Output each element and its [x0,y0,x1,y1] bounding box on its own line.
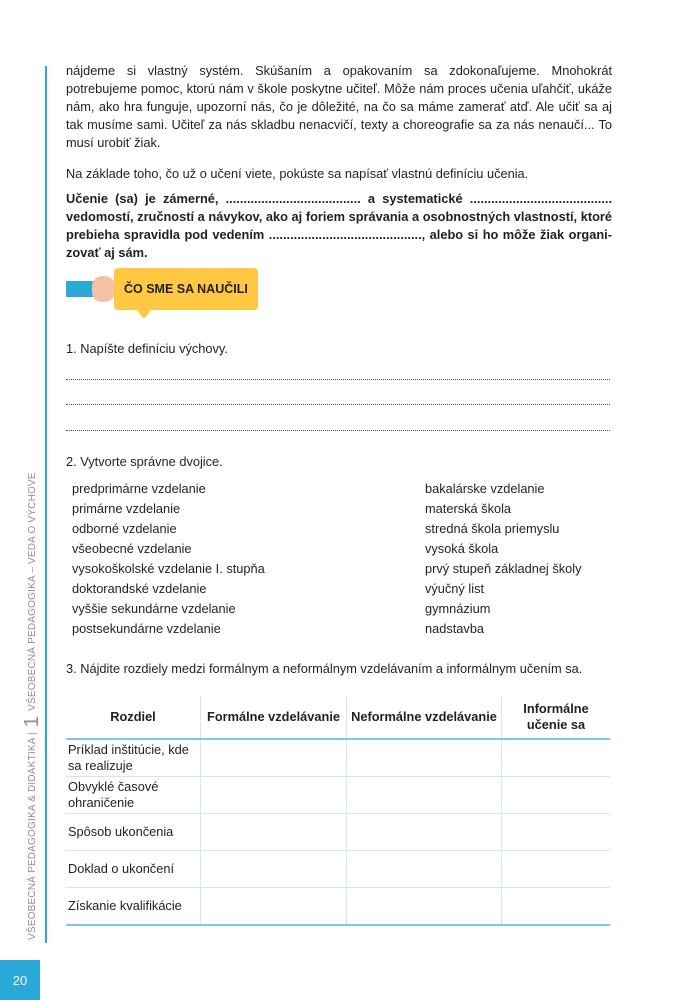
definition-fill-in: Učenie (sa) je zámerné, ...................................... a systematické ........................................ vedomostí, zručností a návykov, ako aj foriem správania a osobnostných vlastností, ktoré prebieha spravidla pod vedením ..........................................., alebo si ho môže žiak organizovať aj sám. [66,191,612,260]
hand-icon [92,276,116,302]
answer-cell[interactable] [502,814,611,851]
comparison-table [66,696,610,926]
table-header-row [66,696,610,739]
row-label: Spôsob ukončenia [66,814,201,851]
question-3: 3. Nájdite rozdiely medzi formálnym a neformálnym vzdelávaním a informálnym učením sa. [66,661,583,676]
answer-cell[interactable] [201,814,347,851]
answer-cell[interactable] [347,888,502,926]
table-row [66,739,610,777]
right-item: gymnázium [425,601,491,616]
answer-cell[interactable] [201,888,347,926]
right-item: stredná škola priemyslu [425,521,560,536]
task-paragraph: Na základe toho, čo už o učení viete, pokúste sa napísať vlastnú definíciu učenia. [66,166,529,181]
pairs-list [72,479,592,639]
left-item: predprimárne vzdelanie [72,481,206,496]
right-item: nadstavba [425,621,485,636]
pair-row [72,539,592,559]
answer-cell[interactable] [502,739,611,777]
header-rozdiel: Rozdiel [66,696,201,739]
answer-cell[interactable] [502,888,611,926]
pair-row [72,499,592,519]
answer-cell[interactable] [502,851,611,888]
row-label: Doklad o ukončení [66,851,201,888]
right-item: materská škola [425,501,512,516]
pair-row [72,479,592,499]
left-item: odborné vzdelanie [72,521,177,536]
question-2: 2. Vytvorte správne dvojice. [66,454,223,469]
left-item: postsekundárne vzdelanie [72,621,221,636]
right-item: prvý stupeň základnej školy [425,561,582,576]
answer-cell[interactable] [201,739,347,777]
body-text [66,62,612,262]
row-label: Príklad inštitúcie, kde sa realizuje [66,739,201,777]
answer-line[interactable] [66,404,610,405]
bubble-tail [136,309,152,319]
row-label: Získanie kvalifikácie [66,888,201,926]
row-label: Obvyklé časové ohraničenie [66,777,201,814]
table-row [66,777,610,814]
pair-row [72,519,592,539]
left-item: vyššie sekundárne vzdelanie [72,601,236,616]
answer-cell[interactable] [201,851,347,888]
right-item: výučný list [425,581,485,596]
chapter-number: 1 [21,715,43,728]
left-item: vysokoškolské vzdelanie I. stupňa [72,561,265,576]
pair-row [72,579,592,599]
running-title-right: VŠEOBECNÁ PEDAGOGIKA – VEDA O VÝCHOVE [26,472,38,711]
margin-rule [45,66,47,943]
header-neformalne: Neformálne vzdelávanie [347,696,502,739]
intro-paragraph: nájdeme si vlastný systém. Skúšaním a opakovaním sa zdokonaľujeme. Mnohokrát potrebujeme pomoc, ktorú nám v škole poskytne učiteľ. Môže nám proces učenia uľahčiť, ukáže nám, ako hra funguje, upozorní nás, čo je dôležité, na čo sa máme zamerať atď. Ale učiť sa aj tak musíme sami. Učiteľ za nás skladbu nenacvičí, texty a choreografie sa za nás nenaučí... To musí urobiť žiak. [66,63,612,150]
left-item: doktorandské vzdelanie [72,581,207,596]
section-banner [66,268,266,320]
answer-line[interactable] [66,430,610,431]
running-title-left: VŠEOBECNÁ PEDAGOGIKA & DIDAKTIKA | [26,732,38,940]
right-item: vysoká škola [425,541,499,556]
answer-cell[interactable] [347,851,502,888]
answer-cell[interactable] [347,739,502,777]
pair-row [72,599,592,619]
answer-cell[interactable] [347,777,502,814]
table-row [66,888,610,926]
header-formalne: Formálne vzdelávanie [201,696,347,739]
answer-cell[interactable] [201,777,347,814]
pair-row [72,619,592,639]
header-informalne: Informálne učenie sa [502,696,611,739]
question-1: 1. Napíšte definíciu výchovy. [66,341,228,356]
sleeve-cuff [66,281,94,297]
pair-row [72,559,592,579]
banner-bubble: ČO SME SA NAUČILI [114,268,258,310]
answer-line[interactable] [66,379,610,380]
answer-cell[interactable] [347,814,502,851]
page-number: 20 [0,960,40,1000]
left-item: primárne vzdelanie [72,501,181,516]
table-row [66,814,610,851]
table-row [66,851,610,888]
left-item: všeobecné vzdelanie [72,541,192,556]
right-item: bakalárske vzdelanie [425,481,545,496]
answer-cell[interactable] [502,777,611,814]
running-title [21,472,43,940]
